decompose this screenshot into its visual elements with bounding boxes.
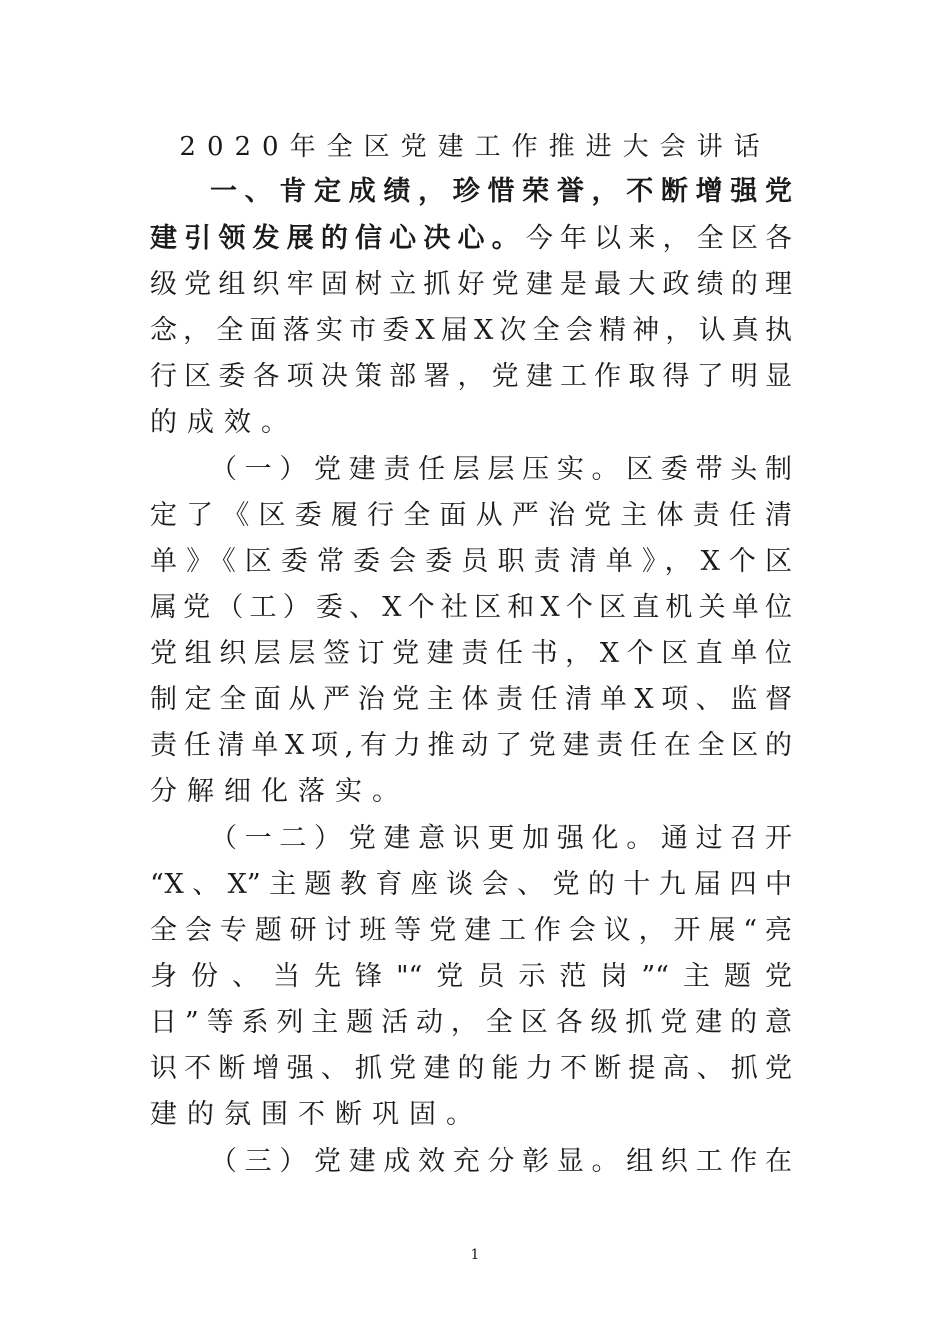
page-number: 1 bbox=[470, 1247, 480, 1263]
paragraph-3-first-line: （三）党建成效充分彰显。组织工作在 bbox=[210, 1146, 792, 1177]
body-line: 识不断增强、抓党建的能力不断提高、抓党 bbox=[150, 1053, 792, 1084]
body-line: 日”等系列主题活动，全区各级抓党建的意 bbox=[150, 1007, 792, 1038]
body-line: 念，全面落实市委X届X次全会精神，认真执 bbox=[150, 315, 792, 346]
body-line: “X、X”主题教育座谈会、党的十九届四中 bbox=[150, 869, 792, 900]
paragraph-2-first-line: （一二）党建意识更加强化。通过召开 bbox=[210, 823, 792, 854]
body-line: 责任清单X项,有力推动了党建责任在全区的 bbox=[150, 730, 792, 761]
body-line: 身份、当先锋"“党员示范岗”“主题党 bbox=[150, 961, 792, 992]
paragraph-1-first-line: （一）党建责任层层压实。区委带头制 bbox=[210, 454, 792, 485]
body-line: 单》《区委常委会委员职责清单》，X个区 bbox=[150, 546, 792, 577]
body-line: 建的氛围不断巩固。 bbox=[150, 1099, 483, 1130]
heading-continuation: 建引领发展的信心决心。 bbox=[150, 223, 526, 254]
heading-line-1 bbox=[210, 172, 792, 212]
body-line: 的成效。 bbox=[150, 407, 298, 438]
body-line: 行区委各项决策部署，党建工作取得了明显 bbox=[150, 361, 792, 392]
body-line: 级党组织牢固树立抓好党建是最大政绩的理 bbox=[150, 269, 792, 300]
body-line: 制定全面从严治党主体责任清单X项、监督 bbox=[150, 684, 792, 715]
body-line: 全会专题研讨班等党建工作会议，开展“亮 bbox=[150, 915, 792, 946]
heading-text: 一、肯定成绩，珍惜荣誉，不断增强党 bbox=[210, 176, 792, 207]
body-line: 分解细化落实。 bbox=[150, 776, 409, 807]
page-title: 2020年全区党建工作推进大会讲话 bbox=[179, 132, 771, 162]
body-line: 属党（工）委、X个社区和X个区直机关单位 bbox=[150, 592, 792, 623]
body-line: 党组织层层签订党建责任书，X个区直单位 bbox=[150, 638, 792, 669]
body-line: 定了《区委履行全面从严治党主体责任清 bbox=[150, 500, 792, 531]
body-line-2 bbox=[150, 219, 792, 259]
body-text: 今年以来，全区各 bbox=[525, 223, 793, 254]
